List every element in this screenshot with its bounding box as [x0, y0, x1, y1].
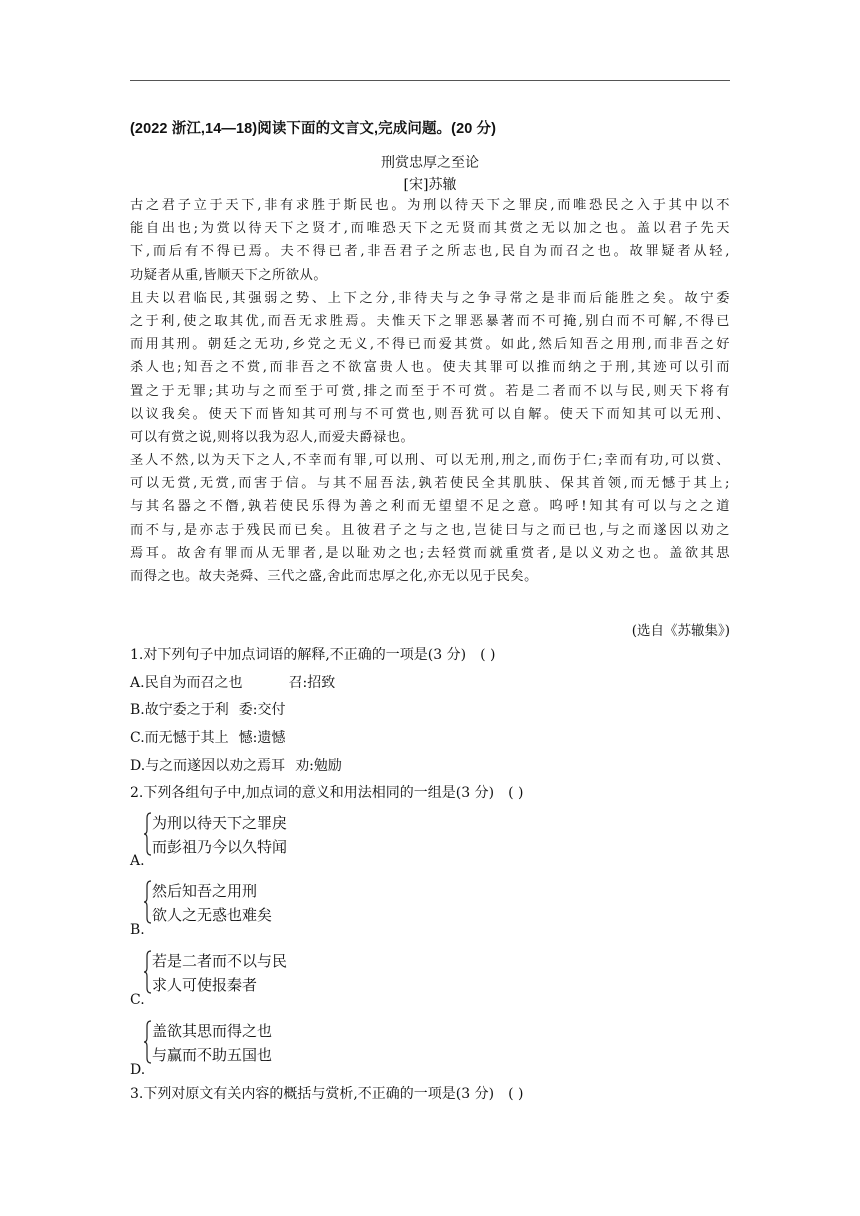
question-2-text: 2.下列各组句子中,加点词的意义和用法相同的一组是(3 分): [130, 785, 495, 801]
option-text: 与之而遂因以劝之焉耳: [145, 758, 286, 774]
passage-line: 与其名器之不僭,孰若使民乐得为善之利而无望望不足之意。呜呼!知其有可以与之之道: [130, 499, 730, 515]
option-text: 故宁委之于利: [144, 702, 229, 718]
sentence-line-2: 与赢而不助五国也: [152, 1046, 273, 1064]
question-1-option-d: [130, 755, 342, 775]
passage-line: 古之君子立于天下,非有求胜于斯民也。为刑以待天下之罪戾,而唯恐民之入于其中以不: [130, 198, 730, 213]
passage-line: 而用其刑。朝廷之无功,乡党之无义,不得已而爱其赏。如此,然后知吾之用刑,而非吾之好: [130, 337, 730, 353]
answer-paren: ( ): [508, 785, 524, 801]
sentence-line-1: 若是二者而不以与民: [152, 952, 288, 970]
option-gloss: 憾:遗憾: [238, 730, 286, 746]
passage-title: 刑赏忠厚之至论: [381, 155, 479, 171]
question-1-option-b: [130, 699, 285, 719]
passage-line: 置之于无罪;其功与之而至于可赏,排之而至于不可赏。若是二者而不以与民,则天下将有: [130, 383, 730, 399]
question-2-option-a-label: A.: [130, 853, 145, 869]
option-label: D.: [130, 758, 146, 774]
passage-body: [130, 194, 730, 588]
option-gloss: 委:交付: [238, 702, 286, 718]
sentence-line-2: 欲人之无惑也难矣: [152, 906, 273, 924]
option-gloss: 召:招致: [288, 675, 336, 691]
answer-paren: ( ): [480, 647, 496, 663]
question-2-stem: [130, 782, 730, 802]
question-1-stem: [130, 644, 730, 664]
brace-icon: [144, 880, 152, 924]
option-label: B.: [130, 702, 145, 718]
sentence-line-2: 而彭祖乃今以久特闻: [152, 838, 288, 856]
passage-line: 杀人也;知吾之不赏,而非吾之不欲富贵人也。使夫其罪可以推而纳之于刑,其迹可以引而: [130, 360, 730, 376]
passage-line: 功疑者从重,皆顺天下之所欲从。: [130, 267, 328, 283]
passage-line: 可以无赏,无赏,而害于信。与其不屈吾法,孰若使民全其肌肤、保其首领,而无憾于其上;: [130, 476, 730, 492]
passage-line: 圣人不然,以为天下之人,不幸而有罪,可以刑、可以无刑,刑之,而伤于仁;幸而有功,可以赏、: [130, 453, 730, 469]
answer-paren: ( ): [508, 1086, 524, 1102]
passage-author: [宋]苏辙: [403, 177, 457, 193]
passage-line: 而得之也。故夫尧舜、三代之盛,舍此而忠厚之化,亦无以见于民矣。: [130, 569, 538, 584]
top-rule: [130, 80, 730, 81]
brace-icon: [144, 950, 152, 994]
brace-icon: [144, 812, 152, 856]
section-heading: (2022 浙江,14—18)阅读下面的文言文,完成问题。(20 分): [130, 121, 497, 137]
sentence-line-1: 然后知吾之用刑: [152, 882, 258, 900]
option-label: C.: [130, 730, 145, 746]
sentence-line-1: 盖欲其思而得之也: [152, 1022, 273, 1040]
question-2-option-d-label: D.: [130, 1062, 146, 1078]
option-text: 而无憾于其上: [144, 730, 229, 746]
question-1-option-c: [130, 727, 285, 747]
passage-line: 之于利,使之取其优,而吾无求胜焉。夫惟天下之罪恶暴著而不可掩,别白而不可解,不得已: [130, 313, 730, 329]
brace-icon: [144, 1020, 152, 1064]
question-1-option-a: [130, 672, 335, 692]
sentence-line-2: 求人可使报秦者: [152, 976, 258, 994]
question-1-text: 1.对下列句子中加点词语的解释,不正确的一项是(3 分): [130, 647, 467, 663]
passage-line: 焉耳。故舍有罪而从无罪者,是以耻劝之也;去轻赏而就重赏者,是以义劝之也。盖欲其思: [130, 545, 730, 561]
passage-line: 以议我矣。使天下而皆知其可刑与不可赏也,则吾犹可以自解。使天下而知其可以无刑、: [130, 406, 730, 422]
passage-line: 而不与,是亦志于残民而已矣。且彼君子之与之也,岂徒曰与之而已也,与之而遂因以劝之: [130, 522, 730, 538]
passage-line: 可以有赏之说,则将以我为忍人,而爱夫爵禄也。: [130, 429, 415, 445]
sentence-line-1: 为刑以待天下之罪戾: [152, 814, 288, 832]
question-2-option-b-label: B.: [130, 922, 145, 938]
option-gloss: 劝:勉励: [295, 758, 342, 774]
passage-line: 能自出也;为赏以待天下之贤才,而唯恐天下之无贤而其赏之无以加之也。盖以君子先天: [130, 221, 730, 237]
passage-source: (选自《苏辙集》): [631, 623, 730, 639]
passage-line: 且夫以君临民,其强弱之势、上下之分,非待夫与之争寻常之是非而后能胜之矣。故宁委: [130, 290, 730, 306]
option-text: 民自为而召之也: [144, 675, 243, 691]
question-3-text: 3.下列对原文有关内容的概括与赏析,不正确的一项是(3 分): [130, 1086, 495, 1102]
option-label: A.: [130, 675, 145, 691]
question-2-option-c-label: C.: [130, 992, 145, 1008]
passage-line: 下,而后有不得已焉。夫不得已者,非吾君子之所志也,民自为而召之也。故罪疑者从轻,: [130, 244, 730, 260]
question-3-stem: [130, 1083, 730, 1103]
